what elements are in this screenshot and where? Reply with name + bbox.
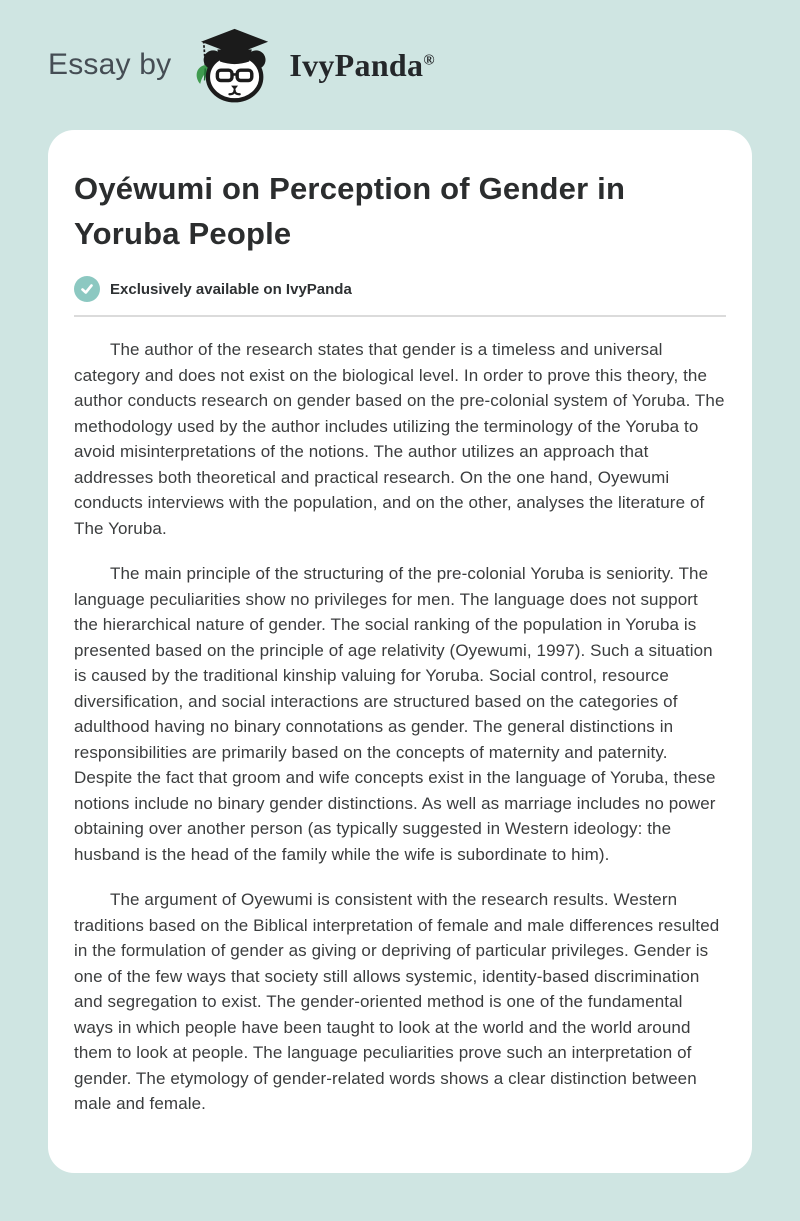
essay-body <box>74 337 726 1117</box>
divider <box>74 315 726 317</box>
essay-paragraph-3: The argument of Oyewumi is consistent with the research results. Western traditions based on the Biblical interpretation of female and male differences resulted in the formulation of gender as giving or depriving of particular privileges. Gender is one of the few ways that society still allows systemic, identity-based discrimination and segregation to exist. The gender-oriented method is one of the fundamental ways in which people have been taught to look at the world and the world around them to look at people. The language peculiarities prove such an interpretation of gender. The etymology of gender-related words shows a clear distinction between male and female. <box>74 890 720 1113</box>
header-prefix: Essay by <box>48 48 172 81</box>
availability-label: Exclusively available on IvyPanda <box>110 280 352 298</box>
essay-paragraph-1: The author of the research states that gender is a timeless and universal category and does not exist on the biological level. In order to prove this theory, the author conducts research on gender based on the pre-colonial system of Yoruba. The methodology used by the author includes utilizing the terminology of the Yoruba to avoid misinterpretations of the notions. The author utilizes an approach that addresses both theoretical and practical research. On the one hand, Oyewumi conducts interviews with the population, and on the other, analyses the literature of The Yoruba. <box>74 340 725 538</box>
brand-text: IvyPanda <box>289 46 424 83</box>
site-header <box>48 0 752 130</box>
registered-mark: ® <box>423 51 435 68</box>
panda-graduate-icon <box>189 27 275 103</box>
essay-title: Oyéwumi on Perception of Gender in Yoruba People <box>74 171 626 251</box>
essay-card <box>48 130 752 1173</box>
availability-badge <box>74 276 726 302</box>
essay-paragraph-2: The main principle of the structuring of the pre-colonial Yoruba is seniority. The language peculiarities show no privileges for men. The language does not support the hierarchical nature of gender. The social ranking of the population in Yoruba is presented based on the principle of age relativity (Oyewumi, 1997). Such a situation is caused by the traditional kinship valuing for Yoruba. Social control, resource diversification, and social interactions are structured based on the categories of adulthood having no binary connotations as gender. The general distinctions in responsibilities are primarily based on the concepts of maternity and paternity. Despite the fact that groom and wife concepts exist in the language of Yoruba, these notions include no binary gender distinctions. As well as marriage includes no power obtaining over another person (as typically suggested in Western ideology: the husband is the head of the family while the wife is subordinate to him). <box>74 564 716 864</box>
check-icon <box>74 276 100 302</box>
brand-name <box>289 47 435 84</box>
